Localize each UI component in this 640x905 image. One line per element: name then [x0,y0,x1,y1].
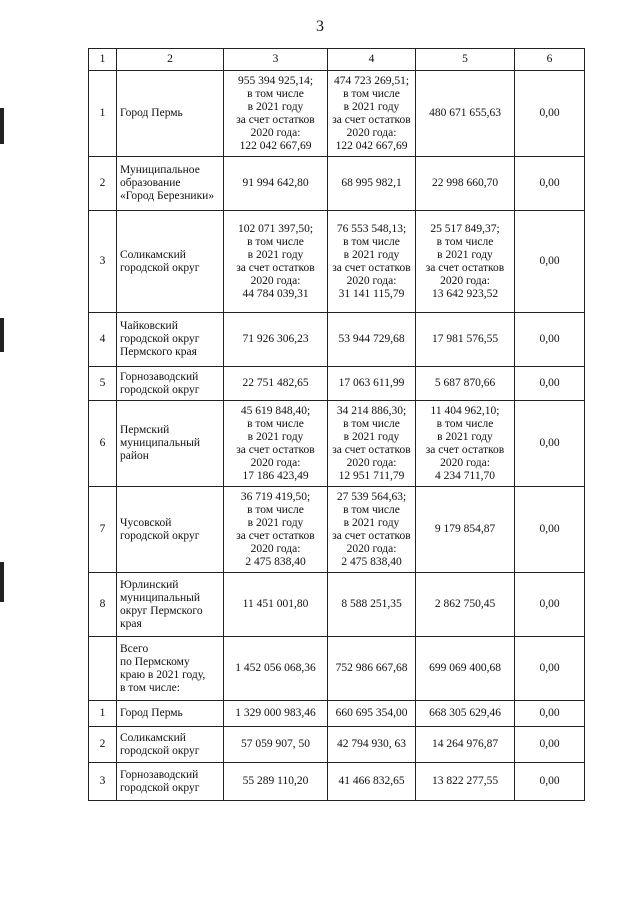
amount-column-4-line: за счет остатков [332,261,411,274]
row-number: 1 [89,71,117,157]
municipality-name-line: городской округ [120,529,200,542]
amount-column-4-line: 752 986 667,68 [335,662,408,674]
municipality-name-line: Соликамский [120,248,186,261]
row-number: 5 [89,367,117,401]
column-header-1: 1 [89,49,117,71]
amount-column-4-line: 42 794 930, 63 [337,738,406,750]
municipality-name-line: Чусовской [120,516,172,529]
amount-column-4-line: в 2021 году [343,430,400,443]
municipality-name-line: по Пермскому [120,655,190,668]
municipality-name [117,487,224,573]
amount-column-3-line: 122 042 667,69 [239,139,312,152]
amount-column-6: 0,00 [515,727,585,763]
amount-column-5-line: 13 642 923,52 [431,287,499,300]
amount-column-5 [416,157,515,211]
table-row [89,727,585,763]
amount-column-4-line: 2020 года: [346,274,397,287]
amount-column-3 [224,487,328,573]
amount-column-5-line: 14 264 976,87 [431,738,499,750]
amount-column-3 [224,401,328,487]
amount-column-3-line: в том числе [247,235,304,248]
amount-column-3-line: 44 784 039,31 [242,287,309,300]
municipality-name-line: Всего [120,642,149,655]
amount-column-5-line: 22 998 660,70 [431,177,499,189]
amount-column-6: 0,00 [515,71,585,157]
amount-column-5-line: за счет остатков [425,443,505,456]
municipality-name-line: Соликамский [120,731,186,744]
municipality-name-line: краю в 2021 году, [120,668,206,681]
amount-column-4-line: в том числе [343,417,400,430]
amount-column-3-line: 2020 года: [250,456,301,469]
scan-edge-mark-top [0,108,4,144]
amount-column-3 [224,367,328,401]
amount-column-3-line: 2020 года: [250,274,301,287]
municipality-name-line: Город Пермь [120,707,183,719]
municipality-name-line: Город Пермь [120,107,183,119]
amount-column-4 [328,487,416,573]
table-row [89,157,585,211]
amount-column-4-line: 122 042 667,69 [335,139,408,152]
amount-column-4 [328,401,416,487]
municipality-name-line: городской округ [120,333,200,345]
table-row [89,637,585,701]
amount-column-4-line: 474 723 269,51; [333,74,410,87]
amount-column-4-line: 17 063 611,99 [338,377,405,389]
amount-column-4-line: в 2021 году [343,516,400,529]
amount-column-4-line: в том числе [343,503,400,516]
municipality-name-line: городской округ [120,261,200,274]
amount-column-6: 0,00 [515,367,585,401]
municipality-name [117,71,224,157]
amount-column-4-line: 41 466 832,65 [338,775,405,787]
municipality-name-line: Муниципальное [120,164,200,176]
amount-column-3 [224,763,328,801]
row-number [89,637,117,701]
amount-column-3-line: в 2021 году [247,248,304,261]
amount-column-5-line: 668 305 629,46 [429,707,501,719]
municipality-name-line: края [120,617,142,630]
amount-column-3-line: в том числе [247,87,304,100]
table-row [89,573,585,637]
amount-column-4-line: в том числе [343,87,400,100]
table-row [89,401,585,487]
amount-column-5-line: 9 179 854,87 [434,523,496,535]
amount-column-5-line: 2020 года: [440,274,490,287]
amount-column-5-line: в том числе [436,417,494,430]
amount-column-5-line: 480 671 655,63 [429,107,501,119]
amount-column-6: 0,00 [515,701,585,727]
amount-column-3-line: 955 394 925,14; [237,74,314,87]
amount-column-5-line: 2020 года: [440,456,490,469]
table-row [89,763,585,801]
row-number: 7 [89,487,117,573]
amount-column-3-line: 1 452 056 068,36 [235,662,316,674]
amount-column-4 [328,71,416,157]
municipality-name [117,701,224,727]
amount-column-3 [224,637,328,701]
amount-column-4 [328,701,416,727]
page-number: 3 [316,18,324,35]
municipality-name-line: округ Пермского [120,604,203,617]
amount-column-3 [224,157,328,211]
amount-column-4 [328,573,416,637]
municipality-name-line: Горнозаводский [120,768,199,781]
municipality-name [117,367,224,401]
municipality-name-line: Пермского края [120,346,197,358]
municipality-name [117,211,224,313]
municipality-name [117,401,224,487]
amount-column-4-line: в том числе [343,235,400,248]
amount-column-4-line: 2020 года: [346,542,397,555]
amount-column-5 [416,487,515,573]
amount-column-3 [224,727,328,763]
row-number: 2 [89,157,117,211]
amount-column-6: 0,00 [515,487,585,573]
amount-column-4-line: 2 475 838,40 [341,555,402,568]
amount-column-3 [224,313,328,367]
row-number: 2 [89,727,117,763]
amount-column-4 [328,157,416,211]
amount-column-5-line: 699 069 400,68 [429,662,501,674]
amount-column-3-line: за счет остатков [236,529,315,542]
amount-column-5-line: 13 822 277,55 [431,775,499,787]
amount-column-3 [224,573,328,637]
column-header-2: 2 [117,49,224,71]
amount-column-4-line: 2020 года: [346,126,397,139]
amount-column-4-line: 76 553 548,13; [336,222,407,235]
amount-column-4 [328,313,416,367]
amount-column-5 [416,573,515,637]
amount-column-3-line: 55 289 110,20 [242,775,309,787]
amount-column-3-line: 22 751 482,65 [242,377,309,389]
column-header-6: 6 [515,49,585,71]
scan-edge-mark-bottom [0,562,4,602]
municipality-name-line: район [120,450,149,462]
amount-column-5-line: в 2021 году [437,430,493,443]
amount-column-3 [224,71,328,157]
municipality-name-line: городской округ [120,383,200,396]
amount-column-6: 0,00 [515,573,585,637]
row-number: 8 [89,573,117,637]
amount-column-3-line: 1 329 000 983,46 [235,707,316,719]
amount-column-5-line: за счет остатков [425,261,505,274]
table-body [89,71,585,801]
amount-column-3-line: 2020 года: [250,542,301,555]
amount-column-5 [416,701,515,727]
column-header-4: 4 [328,49,416,71]
amount-column-3-line: 2 475 838,40 [245,555,306,568]
municipality-name-line: городской округ [120,744,200,757]
table-row [89,71,585,157]
amount-column-4 [328,211,416,313]
table-row [89,487,585,573]
amount-column-4-line: 2020 года: [346,456,397,469]
municipality-name [117,637,224,701]
amount-column-5-line: в 2021 году [437,248,493,261]
municipality-name [117,157,224,211]
amount-column-4-line: 53 944 729,68 [338,333,405,345]
table-row [89,701,585,727]
amount-column-3-line: в том числе [247,417,304,430]
amount-column-3-line: за счет остатков [236,443,315,456]
amount-column-3-line: за счет остатков [236,113,315,126]
amount-column-4-line: 27 539 564,63; [336,490,407,503]
amount-column-4-line: 660 695 354,00 [335,707,408,719]
amount-column-3-line: в 2021 году [247,516,304,529]
amount-column-5 [416,313,515,367]
municipality-name-line: городской округ [120,781,200,794]
amount-column-6: 0,00 [515,637,585,701]
municipality-name-line: Юрлинский [120,578,179,591]
amount-column-4-line: в 2021 году [343,100,400,113]
amount-column-4-line: за счет остатков [332,443,411,456]
municipality-name [117,763,224,801]
municipality-name-line: Пермский [120,424,170,436]
amount-column-3-line: 71 926 306,23 [242,333,309,345]
row-number: 1 [89,701,117,727]
row-number: 4 [89,313,117,367]
amount-column-5 [416,637,515,701]
amount-column-3-line: 11 451 001,80 [242,598,309,610]
amount-column-5-line: 11 404 962,10; [430,404,500,417]
municipality-name-line: Чайковский [120,320,178,332]
amount-column-4-line: 31 141 115,79 [338,287,405,300]
amount-column-3-line: в том числе [247,503,304,516]
municipality-name [117,727,224,763]
budget-table [88,48,585,801]
municipality-name-line: образование [120,177,181,189]
municipality-name [117,573,224,637]
amount-column-5-line: в том числе [436,235,494,248]
amount-column-4-line: 68 995 982,1 [341,177,402,189]
amount-column-4 [328,367,416,401]
municipality-name-line: в том числе: [120,681,180,694]
municipality-name-line: «Город Березники» [120,190,215,202]
amount-column-4 [328,727,416,763]
municipality-name-line: Горнозаводский [120,370,199,383]
amount-column-3-line: 91 994 642,80 [242,177,309,189]
municipality-name [117,313,224,367]
amount-column-5-line: 25 517 849,37; [430,222,500,235]
amount-column-3-line: за счет остатков [236,261,315,274]
amount-column-5 [416,367,515,401]
amount-column-3 [224,211,328,313]
amount-column-3-line: в 2021 году [247,100,304,113]
amount-column-6: 0,00 [515,763,585,801]
amount-column-5-line: 5 687 870,66 [434,377,496,389]
table-row [89,313,585,367]
amount-column-4-line: 34 214 886,30; [336,404,407,417]
amount-column-3-line: 36 719 419,50; [240,490,311,503]
amount-column-3-line: 17 186 423,49 [242,469,309,482]
amount-column-4 [328,637,416,701]
column-header-5: 5 [416,49,515,71]
amount-column-6: 0,00 [515,157,585,211]
amount-column-3-line: в 2021 году [247,430,304,443]
row-number: 3 [89,211,117,313]
amount-column-5 [416,211,515,313]
amount-column-4-line: 12 951 711,79 [338,469,405,482]
amount-column-4 [328,763,416,801]
amount-column-5 [416,71,515,157]
amount-column-4-line: в 2021 году [343,248,400,261]
row-number: 3 [89,763,117,801]
amount-column-5-line: 4 234 711,70 [435,469,495,482]
amount-column-5 [416,763,515,801]
amount-column-3-line: 57 059 907, 50 [241,738,310,750]
amount-column-4-line: за счет остатков [332,529,411,542]
amount-column-6: 0,00 [515,313,585,367]
amount-column-6: 0,00 [515,401,585,487]
amount-column-3-line: 45 619 848,40; [240,404,311,417]
table-row [89,367,585,401]
amount-column-6: 0,00 [515,211,585,313]
municipality-name-line: муниципальный [120,437,201,449]
amount-column-5 [416,727,515,763]
amount-column-3-line: 102 071 397,50; [237,222,314,235]
table-row [89,211,585,313]
column-header-3: 3 [224,49,328,71]
amount-column-5 [416,401,515,487]
amount-column-4-line: за счет остатков [332,113,411,126]
amount-column-5-line: 17 981 576,55 [431,333,499,345]
row-number: 6 [89,401,117,487]
amount-column-4-line: 8 588 251,35 [341,598,402,610]
municipality-name-line: муниципальный [120,591,201,604]
amount-column-5-line: 2 862 750,45 [434,598,496,610]
table-header-row [89,49,585,71]
amount-column-3-line: 2020 года: [250,126,301,139]
scan-edge-mark-middle [0,318,4,352]
amount-column-3 [224,701,328,727]
